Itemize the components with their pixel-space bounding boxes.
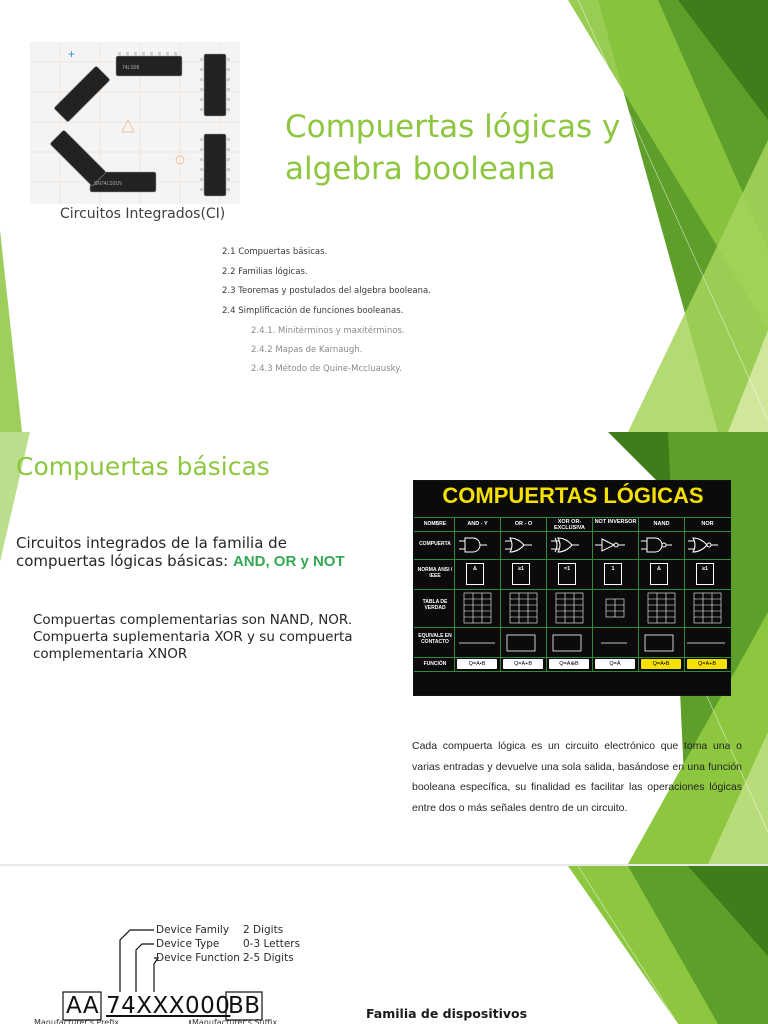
function-xor: Q=A⊕B: [549, 659, 589, 669]
row-label-truth-table: TABLA DE VERDAD: [422, 599, 448, 611]
ansi-not-symbol: 1: [611, 566, 615, 572]
row-label-ansi: NORMA ANSI / IEEE: [417, 567, 453, 579]
ansi-xor-symbol: =1: [563, 566, 571, 572]
slide-title: [0, 0, 768, 432]
ansi-or-symbol: ≥1: [517, 566, 525, 572]
gate-col-xor: XOR OR-EXCLUSIVA: [553, 519, 586, 531]
function-nor: Q=A+B: [687, 659, 727, 669]
row-label-gate: COMPUERTA: [419, 541, 451, 547]
complementary-gates-paragraph: [33, 612, 363, 663]
right-green-decoration: [568, 866, 768, 1024]
toc-subitem-2-4-2: 2.4.2 Mapas de Karnaugh.: [251, 345, 363, 355]
ansi-and-symbol: &: [473, 566, 477, 572]
label-device-function: Device Function: [156, 952, 240, 964]
chip-marking-bottom: SN74LS01N: [94, 181, 122, 187]
row-label-function: FUNCIÓN: [423, 661, 447, 667]
row-label-contact: EQUIVALE EN CONTACTO: [418, 633, 452, 645]
gate-col-nand: NAND: [653, 521, 670, 527]
basic-gates-intro: [16, 534, 356, 571]
gate-symbols-row: [455, 532, 731, 558]
ansi-nor-symbol: ≥1: [701, 566, 709, 572]
toc-item-2-1: 2.1 Compuertas básicas.: [222, 247, 328, 257]
truth-tables-graphic: [455, 591, 731, 625]
toc-subitem-2-4-1: 2.4.1. Minitérminos y maxitérminos.: [251, 326, 405, 336]
gates-table-title: COMPUERTAS LÓGICAS: [442, 483, 704, 508]
slide-device-family: [0, 866, 768, 1024]
right-green-decoration: [568, 0, 768, 432]
toc-item-2-4: 2.4 Simplificación de funciones booleanas.: [222, 306, 404, 316]
svg-text:+: +: [68, 47, 76, 61]
gate-col-not: NOT INVERSOR: [594, 519, 637, 525]
gate-col-nor: NOR: [701, 521, 714, 527]
label-device-family: Device Family: [156, 924, 230, 936]
part-number: 74XXX000: [106, 993, 231, 1019]
part-suffix: BB: [228, 993, 261, 1019]
device-family-heading: Familia de dispositivos: [366, 1006, 528, 1021]
complement-line-2: Compuerta suplementaria XOR y su compuerta complementaria XNOR: [33, 629, 353, 662]
gate-col-or: OR - O: [514, 521, 533, 527]
gate-col-and: AND - Y: [467, 521, 488, 527]
ansi-nand-symbol: &: [657, 566, 661, 572]
toc-subitem-2-4-3: 2.4.3 Método de Quine-Mccluausky.: [251, 364, 402, 374]
value-device-function: 2-5 Digits: [243, 952, 294, 964]
toc-item-2-3: 2.3 Teoremas y postulados del algebra booleana.: [222, 286, 431, 296]
slide-heading: Compuertas básicas: [16, 452, 270, 481]
function-nand: Q=A•B: [641, 659, 681, 669]
intro-lead-text: Circuitos integrados de la familia de compuertas lógicas básicas:: [16, 534, 287, 570]
chip-marking-top: 74LS08: [122, 65, 140, 71]
header-label: NOMBRE: [423, 521, 447, 527]
function-and: Q=A•B: [457, 659, 497, 669]
value-device-family: 2 Digits: [243, 924, 284, 936]
suffix-caption: Manufacturer's Suffix: [192, 1018, 278, 1024]
logic-gates-table: [413, 480, 731, 696]
intro-highlight-gates: AND, OR y NOT: [232, 553, 345, 570]
slide-title-heading: Compuertas lógicas y algebra booleana: [285, 109, 621, 187]
complement-line-1: Compuertas complementarias son NAND, NOR.: [33, 612, 353, 628]
toc-item-2-2: 2.2 Familias lógicas.: [222, 267, 308, 277]
slide-basic-gates: [0, 432, 768, 864]
label-device-type: Device Type: [156, 938, 220, 950]
integrated-circuits-photo: [30, 42, 240, 204]
part-prefix: AA: [66, 993, 100, 1019]
gate-description-paragraph: Cada compuerta lógica es un circuito electrónico que toma una o varias entradas y devuelve una sola salida, basándose en una función booleana específica, su finalidad es facilitar las operaciones lógicas entre dos o más señales dentro de un circuito.: [412, 740, 742, 814]
function-not: Q=Ā: [595, 659, 635, 669]
function-or: Q=A+B: [503, 659, 543, 669]
contact-equivalents-graphic: [455, 629, 731, 655]
value-device-type: 0-3 Letters: [243, 938, 301, 950]
prefix-caption: Manufacturer's Prefix: [34, 1018, 119, 1024]
chip-caption: Circuitos Integrados(CI): [60, 206, 226, 222]
